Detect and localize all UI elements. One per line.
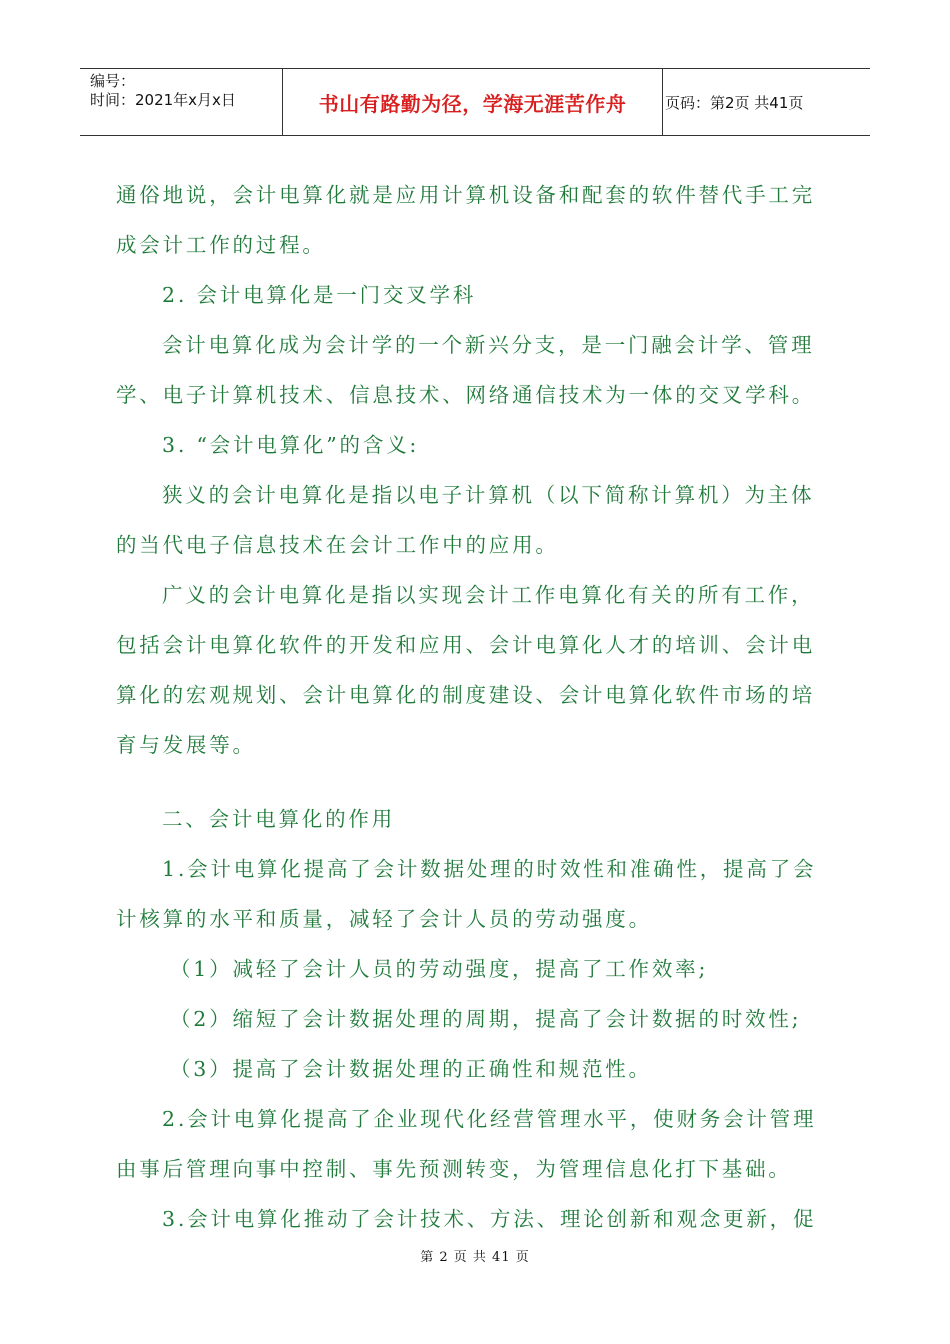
document-number-label: 编号： <box>90 72 136 90</box>
list-item: （3）提高了会计数据处理的正确性和规范性。 <box>170 1057 652 1081</box>
document-body <box>116 170 838 1244</box>
body-line: 计核算的水平和质量，减轻了会计人员的劳动强度。 <box>116 907 652 931</box>
body-line: 广义的会计电算化是指以实现会计工作电算化有关的所有工作， <box>162 583 815 607</box>
body-line: 2.会计电算化提高了企业现代化经营管理水平，使财务会计管理 <box>162 1107 817 1131</box>
chapter-heading: 二、会计电算化的作用 <box>162 807 395 831</box>
body-line: 包括会计电算化软件的开发和应用、会计电算化人才的培训、会计电 <box>116 633 815 657</box>
section-heading: 3. “会计电算化”的含义: <box>162 433 420 457</box>
body-line: 算化的宏观规划、会计电算化的制度建设、会计电算化软件市场的培 <box>116 683 815 707</box>
body-line: 通俗地说，会计电算化就是应用计算机设备和配套的软件替代手工完 <box>116 183 815 207</box>
header-meta-cell <box>80 69 283 135</box>
body-line: 狭义的会计电算化是指以电子计算机（以下简称计算机）为主体 <box>162 483 815 507</box>
body-line: 1.会计电算化提高了会计数据处理的时效性和准确性，提高了会 <box>162 857 817 881</box>
document-header <box>80 68 870 136</box>
header-page-info: 页码：第2页 共41页 <box>665 93 804 112</box>
body-line: 学、电子计算机技术、信息技术、网络通信技术为一体的交叉学科。 <box>116 383 815 407</box>
header-motto: 书山有路勤为径，学海无涯苦作舟 <box>283 69 663 135</box>
section-heading: 2. 会计电算化是一门交叉学科 <box>162 283 477 307</box>
document-time-label: 时间：2021年x月x日 <box>90 91 236 109</box>
body-line: 育与发展等。 <box>116 733 256 757</box>
body-line: 的当代电子信息技术在会计工作中的应用。 <box>116 533 559 557</box>
body-line: 成会计工作的过程。 <box>116 233 326 257</box>
body-line: 3.会计电算化推动了会计技术、方法、理论创新和观念更新，促 <box>162 1207 817 1231</box>
body-line: 由事后管理向事中控制、事先预测转变，为管理信息化打下基础。 <box>116 1157 792 1181</box>
page-footer: 第 2 页 共 41 页 <box>420 1250 530 1265</box>
body-line: 会计电算化成为会计学的一个新兴分支，是一门融会计学、管理 <box>162 333 815 357</box>
list-item: （1）减轻了会计人员的劳动强度，提高了工作效率; <box>170 957 709 981</box>
list-item: （2）缩短了会计数据处理的周期，提高了会计数据的时效性; <box>170 1007 802 1031</box>
